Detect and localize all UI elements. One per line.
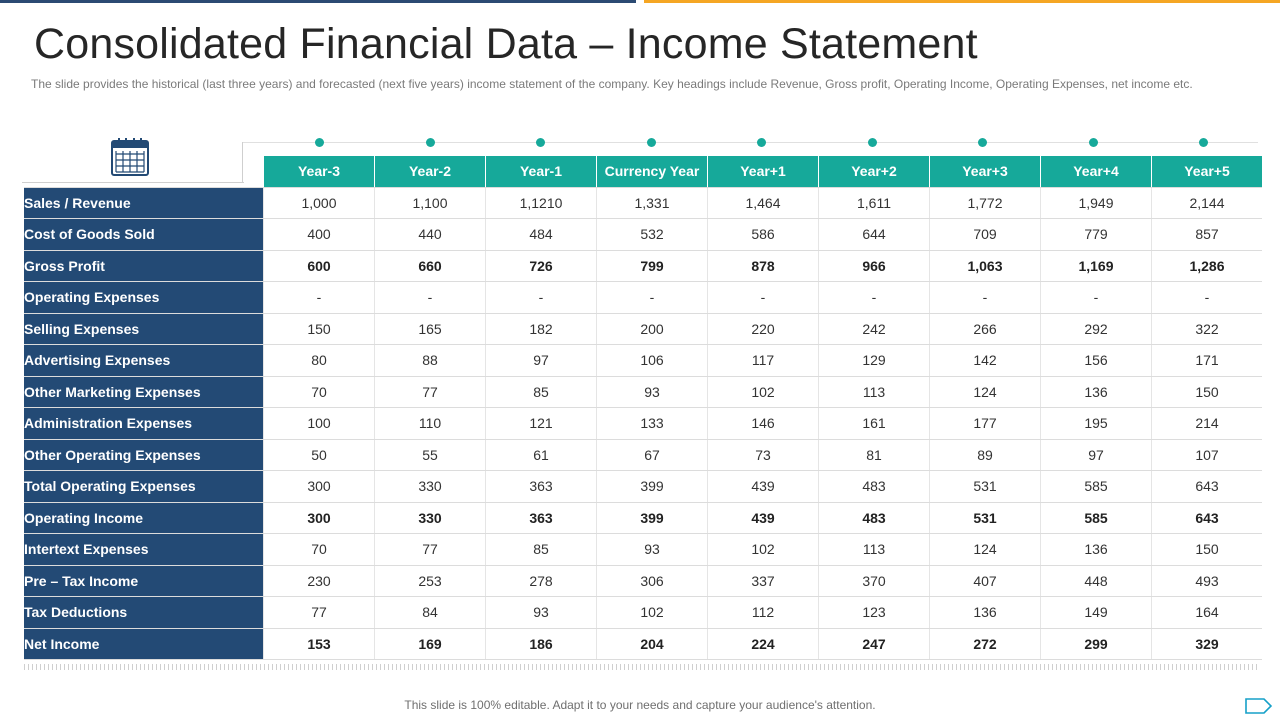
table-cell: 93 xyxy=(486,597,597,629)
table-cell: 242 xyxy=(819,313,930,345)
table-row xyxy=(24,565,1262,597)
table-cell: 136 xyxy=(1041,376,1152,408)
table-cell: 531 xyxy=(930,502,1041,534)
table-row xyxy=(24,439,1262,471)
table-cell: 77 xyxy=(375,534,486,566)
table-cell: 129 xyxy=(819,345,930,377)
row-label: Tax Deductions xyxy=(24,597,264,629)
row-label: Administration Expenses xyxy=(24,408,264,440)
column-marker-dot xyxy=(978,138,987,147)
table-cell: 97 xyxy=(1041,439,1152,471)
table-cell: - xyxy=(708,282,819,314)
table-cell: 1,331 xyxy=(597,187,708,219)
table-cell: 112 xyxy=(708,597,819,629)
table-cell: 55 xyxy=(375,439,486,471)
table-cell: 799 xyxy=(597,250,708,282)
table-cell: 643 xyxy=(1152,471,1263,503)
table-cell: 439 xyxy=(708,471,819,503)
table-cell: 1,286 xyxy=(1152,250,1263,282)
table-cell: 102 xyxy=(708,534,819,566)
table-cell: 363 xyxy=(486,471,597,503)
table-cell: 484 xyxy=(486,219,597,251)
table-cell: 322 xyxy=(1152,313,1263,345)
table-cell: 779 xyxy=(1041,219,1152,251)
page-description: The slide provides the historical (last three years) and forecasted (next five years) income statement of the company. Key headings include Revenue, Gross profit, Operating Income, Operating Expenses, net income etc. xyxy=(31,77,1193,91)
table-cell: 200 xyxy=(597,313,708,345)
table-cell: 117 xyxy=(708,345,819,377)
table-cell: 177 xyxy=(930,408,1041,440)
table-cell: 1,063 xyxy=(930,250,1041,282)
table-cell: - xyxy=(930,282,1041,314)
table-cell: 121 xyxy=(486,408,597,440)
table-row xyxy=(24,187,1262,219)
table-cell: 247 xyxy=(819,628,930,660)
table-cell: 370 xyxy=(819,565,930,597)
column-marker-dot xyxy=(426,138,435,147)
table-row xyxy=(24,219,1262,251)
row-label: Sales / Revenue xyxy=(24,187,264,219)
column-header: Year+5 xyxy=(1152,156,1263,187)
table-cell: 100 xyxy=(264,408,375,440)
table-cell: 73 xyxy=(708,439,819,471)
table-cell: 169 xyxy=(375,628,486,660)
table-cell: 77 xyxy=(375,376,486,408)
table-row xyxy=(24,282,1262,314)
table-header-row xyxy=(24,156,1262,187)
table-cell: 531 xyxy=(930,471,1041,503)
header-divider xyxy=(242,142,1258,143)
dotted-divider xyxy=(24,664,1258,670)
table-cell: 483 xyxy=(819,502,930,534)
next-arrow-icon[interactable] xyxy=(1244,696,1274,716)
row-label: Advertising Expenses xyxy=(24,345,264,377)
table-cell: 224 xyxy=(708,628,819,660)
table-cell: 329 xyxy=(1152,628,1263,660)
table-cell: 182 xyxy=(486,313,597,345)
table-cell: 150 xyxy=(1152,534,1263,566)
table-cell: 1,1210 xyxy=(486,187,597,219)
table-cell: 164 xyxy=(1152,597,1263,629)
column-marker-dot xyxy=(1199,138,1208,147)
table-cell: 70 xyxy=(264,534,375,566)
table-cell: 439 xyxy=(708,502,819,534)
table-cell: 399 xyxy=(597,471,708,503)
table-cell: 337 xyxy=(708,565,819,597)
column-header: Year+2 xyxy=(819,156,930,187)
top-accent-bar-navy xyxy=(0,0,636,3)
column-header: Year+4 xyxy=(1041,156,1152,187)
table-cell: 709 xyxy=(930,219,1041,251)
column-marker-dot xyxy=(757,138,766,147)
table-cell: 153 xyxy=(264,628,375,660)
table-row xyxy=(24,502,1262,534)
column-header: Year+1 xyxy=(708,156,819,187)
row-label: Other Marketing Expenses xyxy=(24,376,264,408)
table-cell: - xyxy=(597,282,708,314)
table-cell: 266 xyxy=(930,313,1041,345)
table-cell: 149 xyxy=(1041,597,1152,629)
table-cell: 102 xyxy=(708,376,819,408)
column-header: Year-3 xyxy=(264,156,375,187)
row-label: Net Income xyxy=(24,628,264,660)
column-header: Year+3 xyxy=(930,156,1041,187)
table-row xyxy=(24,250,1262,282)
row-label: Total Operating Expenses xyxy=(24,471,264,503)
table-cell: 85 xyxy=(486,534,597,566)
table-cell: 483 xyxy=(819,471,930,503)
table-cell: 106 xyxy=(597,345,708,377)
table-cell: 1,169 xyxy=(1041,250,1152,282)
table-cell: 1,611 xyxy=(819,187,930,219)
table-cell: 70 xyxy=(264,376,375,408)
column-header: Currency Year xyxy=(597,156,708,187)
table-cell: 1,100 xyxy=(375,187,486,219)
table-row xyxy=(24,313,1262,345)
row-label: Other Operating Expenses xyxy=(24,439,264,471)
table-cell: 113 xyxy=(819,534,930,566)
table-cell: 448 xyxy=(1041,565,1152,597)
table-cell: 726 xyxy=(486,250,597,282)
table-cell: 330 xyxy=(375,502,486,534)
table-cell: 85 xyxy=(486,376,597,408)
table-cell: 136 xyxy=(1041,534,1152,566)
table-cell: 50 xyxy=(264,439,375,471)
column-header: Year-1 xyxy=(486,156,597,187)
table-cell: 230 xyxy=(264,565,375,597)
table-cell: 77 xyxy=(264,597,375,629)
table-cell: 93 xyxy=(597,534,708,566)
table-cell: 107 xyxy=(1152,439,1263,471)
table-cell: 2,144 xyxy=(1152,187,1263,219)
table-cell: 306 xyxy=(597,565,708,597)
table-cell: 204 xyxy=(597,628,708,660)
table-row xyxy=(24,376,1262,408)
table-cell: 253 xyxy=(375,565,486,597)
footer-note: This slide is 100% editable. Adapt it to your needs and capture your audience's attention. xyxy=(404,698,876,712)
row-label: Cost of Goods Sold xyxy=(24,219,264,251)
table-cell: 150 xyxy=(264,313,375,345)
table-cell: 407 xyxy=(930,565,1041,597)
table-cell: 156 xyxy=(1041,345,1152,377)
table-cell: 660 xyxy=(375,250,486,282)
table-cell: 272 xyxy=(930,628,1041,660)
table-cell: 330 xyxy=(375,471,486,503)
table-corner-cell xyxy=(24,156,264,187)
table-cell: 220 xyxy=(708,313,819,345)
table-cell: 1,772 xyxy=(930,187,1041,219)
table-cell: 966 xyxy=(819,250,930,282)
table-cell: 81 xyxy=(819,439,930,471)
table-cell: - xyxy=(375,282,486,314)
table-cell: 600 xyxy=(264,250,375,282)
table-cell: 214 xyxy=(1152,408,1263,440)
table-cell: 292 xyxy=(1041,313,1152,345)
table-cell: 493 xyxy=(1152,565,1263,597)
table-cell: 585 xyxy=(1041,471,1152,503)
table-row xyxy=(24,408,1262,440)
table-cell: 857 xyxy=(1152,219,1263,251)
column-header: Year-2 xyxy=(375,156,486,187)
table-cell: 133 xyxy=(597,408,708,440)
table-cell: 80 xyxy=(264,345,375,377)
column-marker-dot xyxy=(1089,138,1098,147)
table-cell: 299 xyxy=(1041,628,1152,660)
table-cell: 97 xyxy=(486,345,597,377)
table-cell: 165 xyxy=(375,313,486,345)
table-cell: 88 xyxy=(375,345,486,377)
table-cell: - xyxy=(264,282,375,314)
table-row xyxy=(24,628,1262,660)
table-cell: 278 xyxy=(486,565,597,597)
table-cell: 586 xyxy=(708,219,819,251)
column-marker-dot xyxy=(868,138,877,147)
table-row xyxy=(24,597,1262,629)
table-cell: - xyxy=(1152,282,1263,314)
table-cell: 186 xyxy=(486,628,597,660)
table-cell: 195 xyxy=(1041,408,1152,440)
table-cell: 142 xyxy=(930,345,1041,377)
table-cell: 150 xyxy=(1152,376,1263,408)
row-label: Selling Expenses xyxy=(24,313,264,345)
table-cell: 1,464 xyxy=(708,187,819,219)
table-row xyxy=(24,471,1262,503)
table-cell: 61 xyxy=(486,439,597,471)
table-cell: 146 xyxy=(708,408,819,440)
table-cell: 123 xyxy=(819,597,930,629)
table-cell: 399 xyxy=(597,502,708,534)
column-marker-dot xyxy=(315,138,324,147)
table-cell: 110 xyxy=(375,408,486,440)
row-label: Operating Expenses xyxy=(24,282,264,314)
row-label: Operating Income xyxy=(24,502,264,534)
income-statement-table xyxy=(24,156,1262,660)
row-label: Gross Profit xyxy=(24,250,264,282)
table-cell: 300 xyxy=(264,502,375,534)
table-cell: 363 xyxy=(486,502,597,534)
table-row xyxy=(24,345,1262,377)
table-cell: - xyxy=(486,282,597,314)
table-cell: 161 xyxy=(819,408,930,440)
table-cell: 1,000 xyxy=(264,187,375,219)
table-cell: 67 xyxy=(597,439,708,471)
table-row xyxy=(24,534,1262,566)
table-cell: 124 xyxy=(930,534,1041,566)
table-cell: 644 xyxy=(819,219,930,251)
table-cell: 89 xyxy=(930,439,1041,471)
top-accent-bar-orange xyxy=(644,0,1280,3)
table-cell: 124 xyxy=(930,376,1041,408)
table-cell: 84 xyxy=(375,597,486,629)
table-cell: 585 xyxy=(1041,502,1152,534)
table-cell: 400 xyxy=(264,219,375,251)
table-cell: 102 xyxy=(597,597,708,629)
table-cell: 532 xyxy=(597,219,708,251)
page-title: Consolidated Financial Data – Income Statement xyxy=(34,20,978,68)
table-cell: 440 xyxy=(375,219,486,251)
table-cell: 93 xyxy=(597,376,708,408)
row-label: Pre – Tax Income xyxy=(24,565,264,597)
table-cell: 1,949 xyxy=(1041,187,1152,219)
table-cell: 171 xyxy=(1152,345,1263,377)
table-cell: - xyxy=(1041,282,1152,314)
table-cell: 643 xyxy=(1152,502,1263,534)
table-cell: 300 xyxy=(264,471,375,503)
table-cell: 113 xyxy=(819,376,930,408)
column-marker-dot xyxy=(536,138,545,147)
table-cell: 878 xyxy=(708,250,819,282)
table-cell: 136 xyxy=(930,597,1041,629)
table-cell: - xyxy=(819,282,930,314)
column-marker-dot xyxy=(647,138,656,147)
row-label: Intertext Expenses xyxy=(24,534,264,566)
